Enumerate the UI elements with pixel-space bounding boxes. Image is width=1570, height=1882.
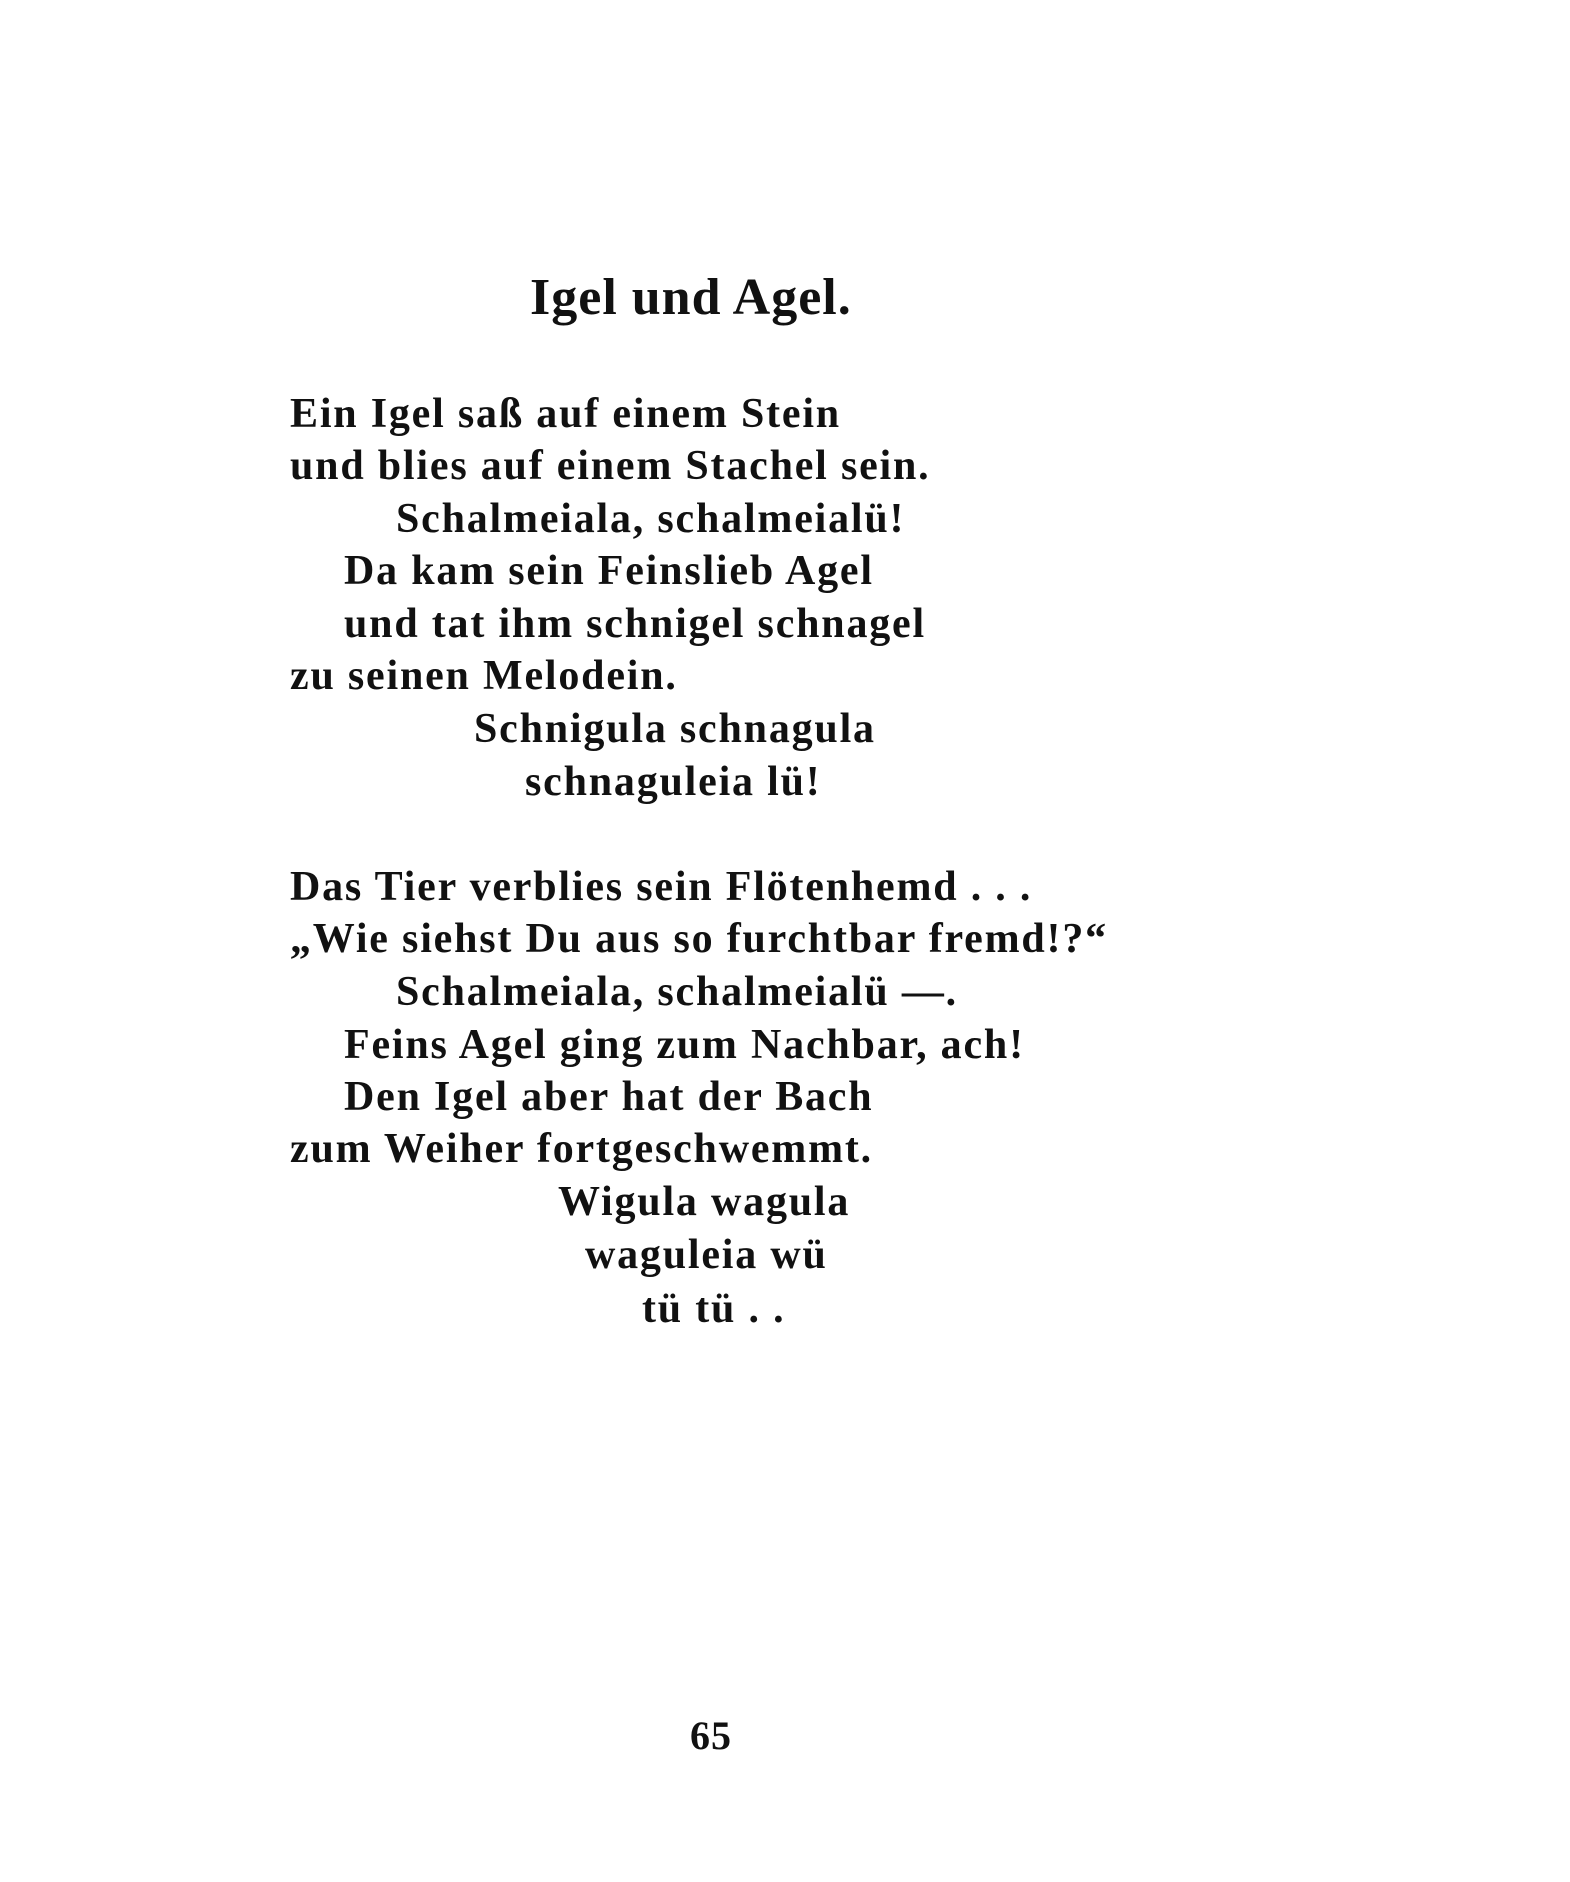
stanza2-line-1: Das Tier verblies sein Flötenhemd . . . — [290, 864, 1033, 910]
stanza1-line-5: und tat ihm schnigel schnagel — [344, 601, 926, 647]
stanza1-line-4: Da kam sein Feinslieb Agel — [344, 548, 874, 594]
stanza2-line-8: waguleia wü — [585, 1232, 828, 1278]
stanza1-line-6: zu seinen Melodein. — [290, 653, 678, 699]
stanza1-line-2: und blies auf einem Stachel sein. — [290, 443, 931, 489]
stanza2-line-3: Schalmeiala, schalmeialü —. — [396, 969, 958, 1015]
stanza1-line-8: schnaguleia lü! — [525, 759, 822, 805]
stanza2-line-9: tü tü . . — [642, 1286, 786, 1332]
stanza1-line-1: Ein Igel saß auf einem Stein — [290, 391, 841, 437]
page-number: 65 — [690, 1713, 732, 1758]
stanza1-line-7: Schnigula schnagula — [474, 706, 876, 752]
stanza2-line-4: Feins Agel ging zum Nachbar, ach! — [344, 1022, 1025, 1068]
stanza2-line-2: „Wie siehst Du aus so furchtbar fremd!?“ — [290, 916, 1108, 962]
stanza2-line-5: Den Igel aber hat der Bach — [344, 1074, 874, 1120]
poem-title: Igel und Agel. — [530, 269, 852, 326]
stanza2-line-6: zum Weiher fortgeschwemmt. — [290, 1126, 873, 1172]
stanza1-line-3: Schalmeiala, schalmeialü! — [396, 496, 906, 542]
stanza2-line-7: Wigula wagula — [558, 1179, 851, 1225]
